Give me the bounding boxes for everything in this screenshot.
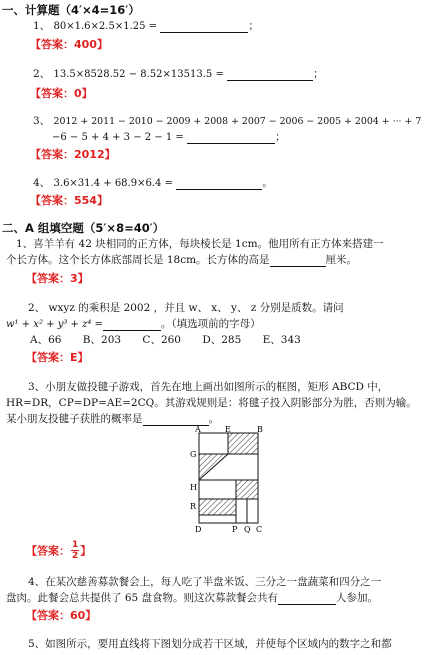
answer-blank[interactable] — [160, 20, 248, 33]
question-expression: 13.5×8528.52 − 8.52×13513.5 = — [53, 69, 224, 80]
option-e[interactable]: E、343 — [262, 334, 301, 346]
question-2-2-line2 — [6, 316, 261, 331]
answer-fraction — [71, 540, 79, 561]
answer-blank[interactable] — [270, 254, 326, 267]
shaded-band — [199, 499, 236, 515]
question-number: 4、 — [33, 177, 51, 189]
fraction-numerator: 1 — [72, 540, 79, 550]
label-e: E — [225, 425, 231, 434]
answer-blank[interactable] — [176, 177, 262, 190]
question-2-3-line3 — [6, 411, 219, 426]
question-text-end: 。（填选项前的字母） — [160, 318, 261, 330]
question-end: ； — [248, 20, 259, 32]
question-2-1-line1: 1、喜羊羊有 42 块相同的正方体，每块棱长是 1cm。他用所有正方体来搭建一 — [16, 238, 384, 250]
question-text-end: 厘米。 — [325, 254, 358, 266]
rectangle-abcd-figure — [184, 425, 274, 537]
label-p: P — [232, 525, 238, 534]
question-number: 3、 — [33, 115, 51, 127]
question-text: 某小朋友投毽子获胜的概率是 — [6, 413, 143, 425]
shaded-right-middle — [236, 480, 258, 499]
question-expression-line1: 2012 + 2011 − 2010 − 2009 + 2008 + 2007 − 2006 − 2005 + 2004 + ··· + 7 — [53, 116, 422, 127]
answer-suffix: 】 — [80, 544, 92, 558]
question-1-4 — [33, 175, 273, 190]
section-2-title: 二、A 组填空题（5′×8=40′） — [2, 221, 165, 235]
label-r: R — [190, 502, 197, 511]
option-d[interactable]: D、285 — [202, 334, 242, 346]
answer-1-4: 【答案：554】 — [30, 194, 108, 207]
question-text: 盘肉。此餐会总共提供了 65 盘食物。则这次募款餐会共有 — [6, 592, 279, 604]
question-2-4-line2 — [6, 590, 378, 605]
answer-2-1: 【答案：3】 — [26, 272, 89, 285]
question-expression: 80×1.6×2.5×1.25 = — [53, 21, 158, 32]
option-a[interactable]: A、66 — [30, 334, 62, 346]
question-end: 。 — [262, 177, 273, 189]
option-c[interactable]: C、260 — [142, 334, 181, 346]
question-2-1-line2 — [6, 252, 357, 267]
option-b[interactable]: B、203 — [82, 334, 122, 346]
answer-blank[interactable] — [227, 68, 313, 81]
question-2-3-line1: 3、小朋友做投毽子游戏，首先在地上画出如图所示的框图，矩形 ABCD 中， — [28, 381, 389, 393]
question-expression-line2: −6 − 5 + 4 + 3 − 2 − 1 = — [52, 132, 184, 143]
question-1-2 — [33, 66, 324, 81]
label-d: D — [195, 525, 202, 534]
question-formula: w¹ + x² + y³ + z⁴ = — [6, 319, 103, 330]
fraction-denominator: 2 — [72, 551, 79, 561]
answer-1-2: 【答案：0】 — [30, 87, 93, 100]
question-expression: 3.6×31.4 + 68.9×6.4 = — [53, 178, 173, 189]
question-text-end: 。 — [208, 413, 219, 425]
label-g: G — [190, 450, 197, 459]
shaded-top-right — [228, 433, 258, 454]
answer-2-4: 【答案：60】 — [26, 609, 97, 622]
answer-2-2: 【答案：E】 — [26, 351, 89, 364]
section-1-title: 一、计算题（4′×4=16′） — [2, 3, 140, 17]
question-2-2-options — [30, 332, 319, 347]
question-number: 1、 — [33, 20, 51, 32]
label-a: A — [195, 425, 201, 434]
label-h: H — [190, 483, 197, 492]
question-end: ； — [313, 68, 324, 80]
question-2-4-line1: 4、在某次慈善募款餐会上，每人吃了半盘米饭、三分之一盘蔬菜和四分之一 — [28, 576, 382, 588]
answer-prefix: 【答案： — [26, 544, 70, 558]
answer-1-3: 【答案：2012】 — [30, 148, 116, 161]
label-c: C — [256, 525, 263, 534]
question-2-3-line2: HR=DR，CP=DP=AE=2CQ。其游戏规则是：将毽子投入阴影部分为胜，否则为输。 — [6, 397, 417, 409]
answer-blank[interactable] — [278, 592, 336, 605]
question-number: 2、 — [33, 68, 51, 80]
question-text-end: 人参加。 — [336, 592, 379, 604]
answer-blank[interactable] — [187, 131, 275, 144]
question-1-3 — [33, 113, 421, 128]
question-1-3-line2 — [52, 129, 286, 144]
question-text: 个长方体。这个长方体底部周长是 18cm。长方体的高是 — [6, 254, 270, 266]
question-2-5-line1: 5、如图所示，要用直线将下图划分成若干区域，并使每个区域内的数字之和都 — [28, 638, 392, 650]
answer-blank[interactable] — [103, 318, 161, 331]
question-2-2-line1: 2、 wxyz 的乘积是 2002 ，并且 w、 x、 y、 z 分别是质数。请问 — [28, 302, 344, 314]
answer-1-1: 【答案：400】 — [30, 38, 108, 51]
question-1-1 — [33, 18, 259, 33]
question-end: ； — [275, 131, 286, 143]
label-b: B — [257, 425, 263, 434]
answer-2-3 — [26, 540, 91, 564]
label-q: Q — [244, 525, 251, 534]
